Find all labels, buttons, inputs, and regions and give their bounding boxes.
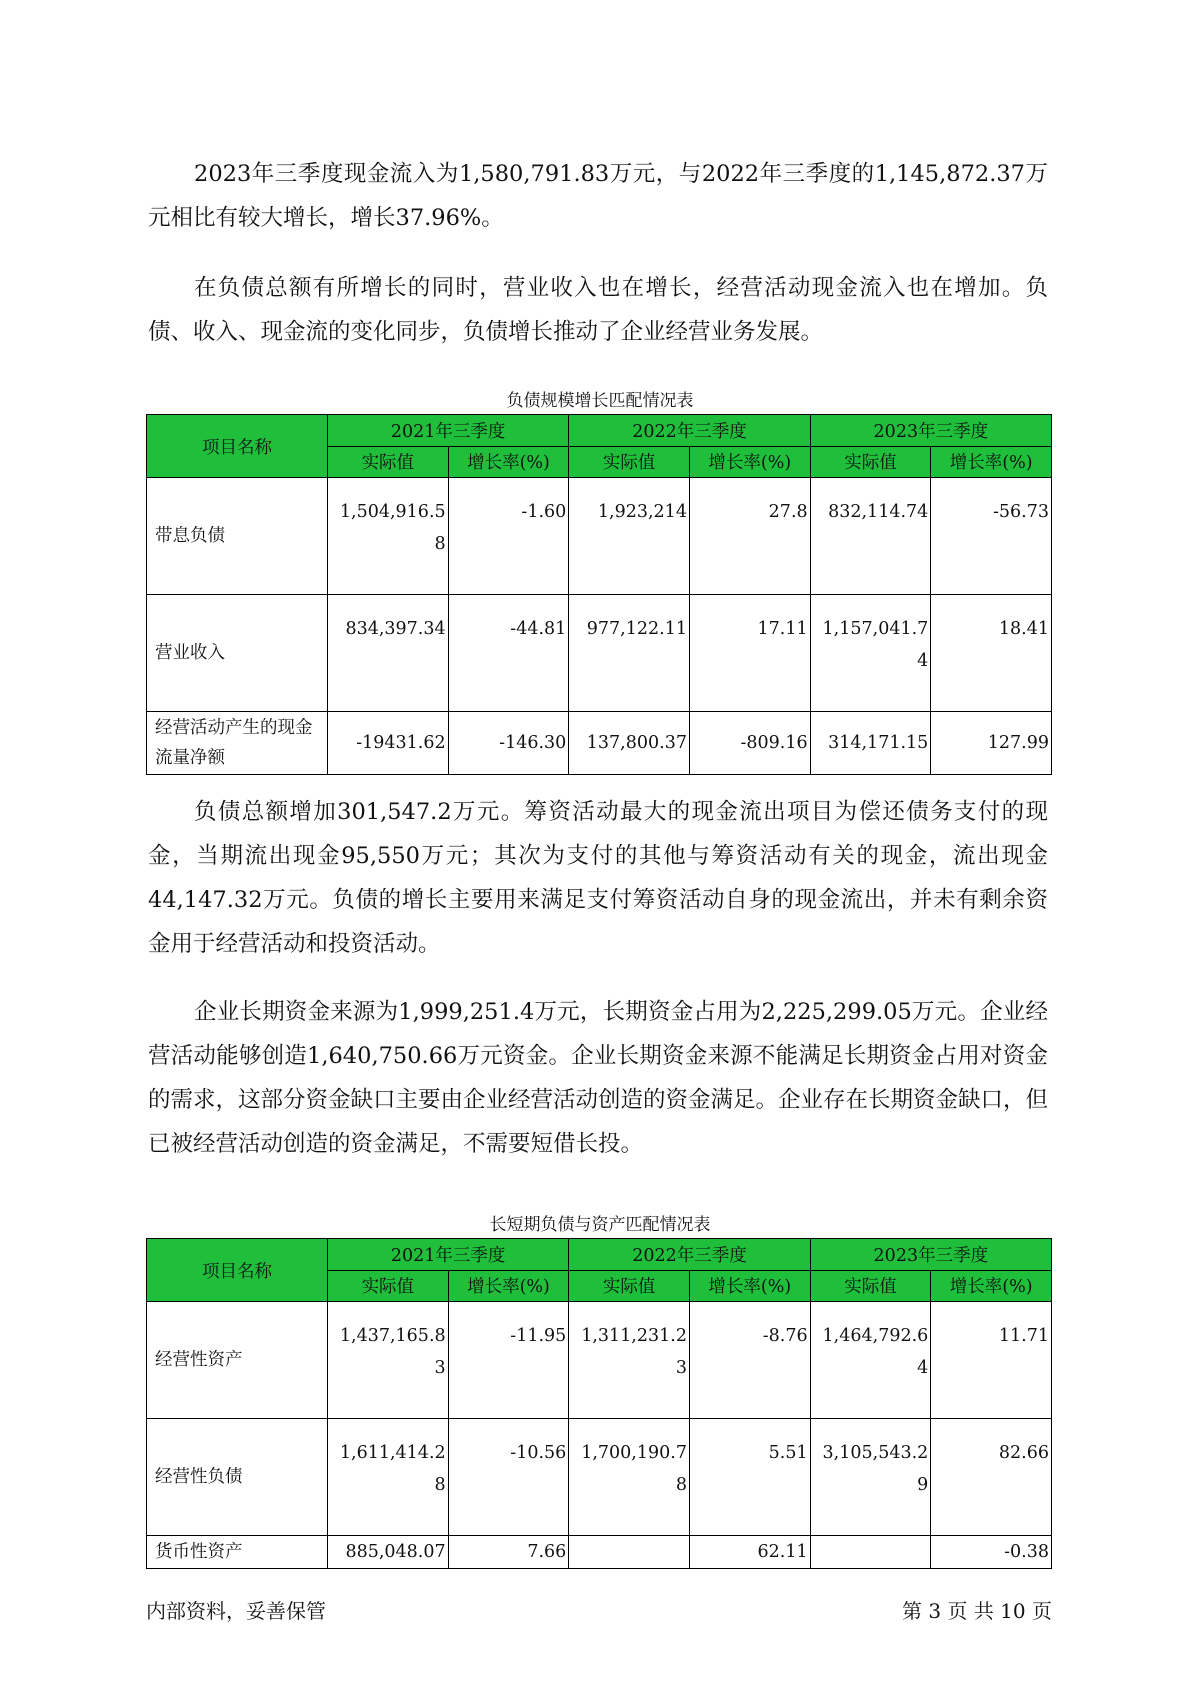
cell-actual-2022: 137,800.37 [569, 712, 690, 775]
cell-actual-2021: -19431.62 [327, 712, 448, 775]
header-year-2022: 2022年三季度 [569, 1239, 810, 1271]
cell-actual-2023 [810, 1536, 931, 1569]
cell-actual-2023: 832,114.74 [810, 478, 931, 595]
cell-growth-2022: 62.11 [689, 1536, 810, 1569]
cell-growth-2021: -10.56 [448, 1419, 569, 1536]
row-name: 经营活动产生的现金流量净额 [147, 712, 328, 775]
cell-growth-2022: -809.16 [689, 712, 810, 775]
header-actual: 实际值 [810, 1270, 931, 1302]
cell-actual-2023: 1,464,792.64 [810, 1302, 931, 1419]
table-row [147, 595, 1052, 712]
cell-growth-2022: 27.8 [689, 478, 810, 595]
cell-growth-2021: -11.95 [448, 1302, 569, 1419]
cell-actual-2021: 1,611,414.28 [327, 1419, 448, 1536]
header-growth: 增长率(%) [689, 446, 810, 478]
paragraph-cash-inflow: 2023年三季度现金流入为1,580,791.83万元，与2022年三季度的1,145,872.37万元相比有较大增长，增长37.96%。 [148, 161, 1048, 231]
table-row [147, 712, 1052, 775]
cell-growth-2021: -146.30 [448, 712, 569, 775]
header-actual: 实际值 [327, 446, 448, 478]
cell-actual-2023: 1,157,041.74 [810, 595, 931, 712]
header-growth: 增长率(%) [448, 1270, 569, 1302]
cell-growth-2023: 18.41 [931, 595, 1052, 712]
cell-actual-2022: 1,311,231.23 [569, 1302, 690, 1419]
header-actual: 实际值 [569, 446, 690, 478]
cell-actual-2021: 1,437,165.83 [327, 1302, 448, 1419]
cell-actual-2022: 1,923,214 [569, 478, 690, 595]
cell-actual-2023: 3,105,543.29 [810, 1419, 931, 1536]
table-row [147, 1419, 1052, 1536]
table-caption-debt-scale: 负债规模增长匹配情况表 [506, 391, 694, 411]
paragraph-debt-growth: 在负债总额有所增长的同时，营业收入也在增长，经营活动现金流入也在增加。负债、收入、现金流的变化同步，负债增长推动了企业经营业务发展。 [148, 275, 1048, 345]
cell-growth-2022: 17.11 [689, 595, 810, 712]
table-row [147, 1302, 1052, 1419]
table-row [147, 478, 1052, 595]
cell-actual-2022: 977,122.11 [569, 595, 690, 712]
cell-growth-2021: -44.81 [448, 595, 569, 712]
header-year-2021: 2021年三季度 [327, 1239, 568, 1271]
table-row [147, 1536, 1052, 1569]
debt-scale-table [146, 414, 1052, 775]
asset-liability-match-table [146, 1238, 1052, 1569]
row-name: 带息负债 [147, 478, 328, 595]
footer-page-number: 第 3 页 共 10 页 [902, 1599, 1052, 1623]
cell-growth-2021: -1.60 [448, 478, 569, 595]
header-year-2021: 2021年三季度 [327, 415, 568, 447]
row-name: 经营性资产 [147, 1302, 328, 1419]
cell-growth-2023: 82.66 [931, 1419, 1052, 1536]
header-item-name: 项目名称 [147, 415, 328, 478]
cell-growth-2023: 127.99 [931, 712, 1052, 775]
paragraph-debt-increase: 负债总额增加301,547.2万元。筹资活动最大的现金流出项目为偿还债务支付的现金，当期流出现金95,550万元；其次为支付的其他与筹资活动有关的现金，流出现金44,147.32万元。负债的增长主要用来满足支付筹资活动自身的现金流出，并未有剩余资金用于经营活动和投资活动。 [148, 799, 1048, 957]
cell-actual-2022 [569, 1536, 690, 1569]
row-name: 货币性资产 [147, 1536, 328, 1569]
row-name: 经营性负债 [147, 1419, 328, 1536]
row-name: 营业收入 [147, 595, 328, 712]
cell-growth-2023: 11.71 [931, 1302, 1052, 1419]
header-actual: 实际值 [569, 1270, 690, 1302]
header-item-name: 项目名称 [147, 1239, 328, 1302]
header-year-2023: 2023年三季度 [810, 415, 1051, 447]
header-actual: 实际值 [810, 446, 931, 478]
cell-growth-2022: 5.51 [689, 1419, 810, 1536]
header-growth: 增长率(%) [931, 446, 1052, 478]
cell-actual-2021: 885,048.07 [327, 1536, 448, 1569]
header-growth: 增长率(%) [931, 1270, 1052, 1302]
cell-growth-2023: -0.38 [931, 1536, 1052, 1569]
header-actual: 实际值 [327, 1270, 448, 1302]
table-caption-asset-match: 长短期负债与资产匹配情况表 [489, 1215, 711, 1235]
cell-actual-2021: 834,397.34 [327, 595, 448, 712]
header-growth: 增长率(%) [448, 446, 569, 478]
header-growth: 增长率(%) [689, 1270, 810, 1302]
header-year-2022: 2022年三季度 [569, 415, 810, 447]
cell-growth-2021: 7.66 [448, 1536, 569, 1569]
cell-growth-2022: -8.76 [689, 1302, 810, 1419]
cell-growth-2023: -56.73 [931, 478, 1052, 595]
header-year-2023: 2023年三季度 [810, 1239, 1051, 1271]
cell-actual-2023: 314,171.15 [810, 712, 931, 775]
paragraph-long-term-funds: 企业长期资金来源为1,999,251.4万元，长期资金占用为2,225,299.05万元。企业经营活动能够创造1,640,750.66万元资金。企业长期资金来源不能满足长期资金占用对资金的需求，这部分资金缺口主要由企业经营活动创造的资金满足。企业存在长期资金缺口，但已被经营活动创造的资金满足，不需要短借长投。 [148, 999, 1049, 1157]
cell-actual-2022: 1,700,190.78 [569, 1419, 690, 1536]
footer-confidential: 内部资料，妥善保管 [146, 1599, 326, 1623]
cell-actual-2021: 1,504,916.58 [327, 478, 448, 595]
